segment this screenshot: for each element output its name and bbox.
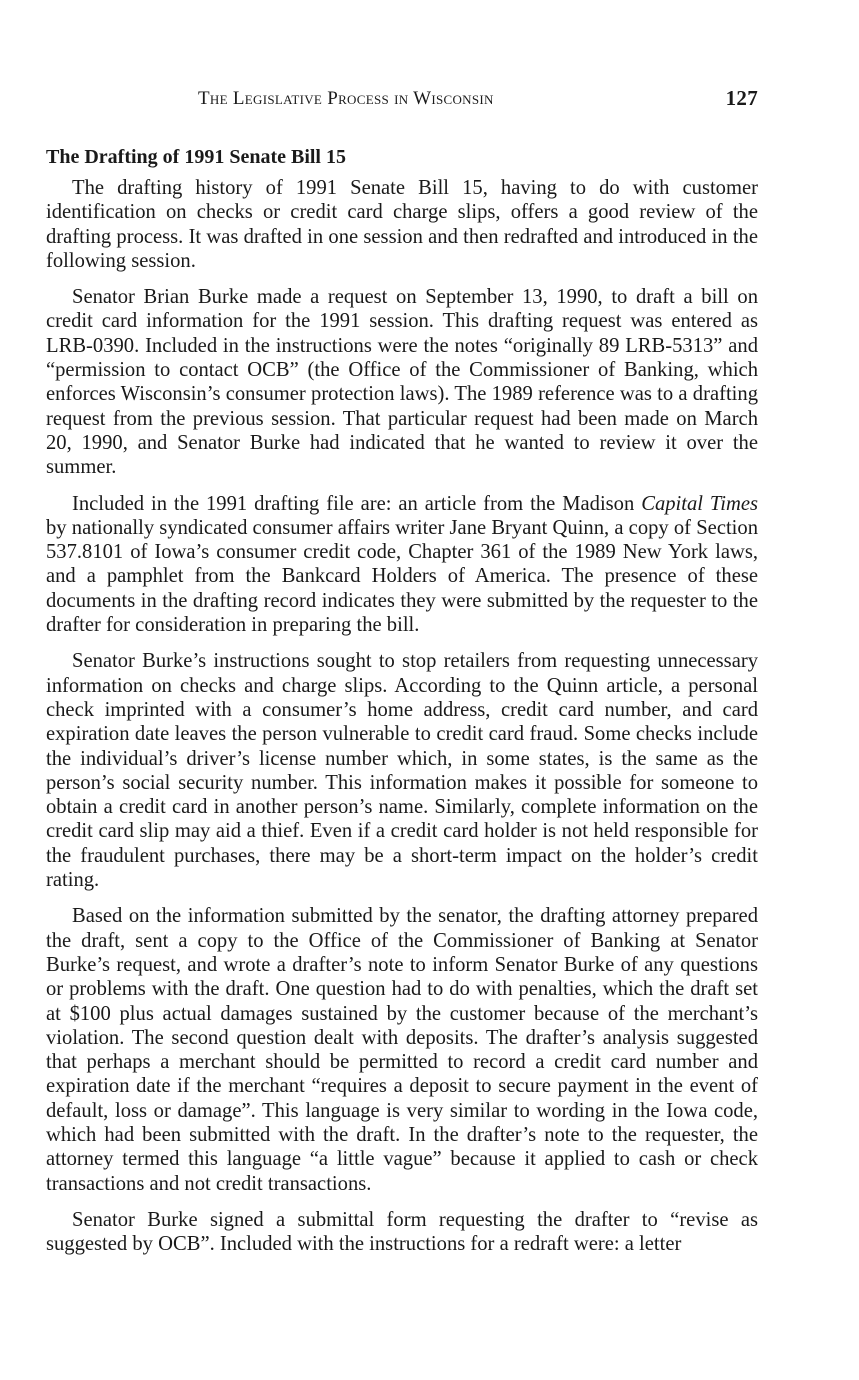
paragraph-2: Senator Brian Burke made a request on September 13, 1990, to draft a bill on credit card information for the 1991 session. This drafting request was entered as LRB-0390. Included in the instructions were the notes “originally 89 LRB-5313” and “permission to contact OCB” (the Office of the Commissioner of Banking, which enforces Wisconsin’s consumer protection laws). The 1989 reference was to a drafting request from the previous session. That particular request had been made on March 20, 1990, and Senator Burke had indicated that he wanted to review it over the summer. — [46, 286, 758, 479]
document-page — [46, 86, 758, 1268]
section-heading: The Drafting of 1991 Senate Bill 15 — [46, 146, 346, 168]
publication-title: Capital Times — [641, 492, 758, 515]
paragraph-3-text-end: by nationally syndicated consumer affairs writer Jane Bryant Quinn, a copy of Section 537.8101 of Iowa’s consumer credit code, Chapter 361 of the 1989 New York laws, and a pamphlet from the Bankcard Holders of America. The presence of these documents in the drafting record indicates they were submitted by the requester to the drafter for consideration in preparing the bill. — [46, 516, 758, 637]
page-number: 127 — [725, 86, 758, 110]
paragraph-4: Senator Burke’s instructions sought to stop retailers from requesting unnecessary information on checks and charge slips. According to the Quinn article, a personal check imprinted with a consumer’s home address, credit card number, and card expiration date leaves the person vulnerable to credit card fraud. Some checks include the individual’s driver’s license number which, in some states, is the same as the person’s social security number. This information makes it possible for someone to obtain a credit card in another person’s name. Similarly, complete information on the credit card slip may aid a thief. Even if a credit card holder is not held responsible for the fraudulent purchases, there may be a short-term impact on the holder’s credit rating. — [46, 650, 758, 892]
paragraph-5: Based on the information submitted by the senator, the drafting attorney prepared the draft, sent a copy to the Office of the Commissioner of Banking at Senator Burke’s request, and wrote a drafter’s note to inform Senator Burke of any questions or problems with the draft. One question had to do with penalties, which the draft set at $100 plus actual damages sustained by the customer because of the merchant’s violation. The second question dealt with deposits. The drafter’s analysis suggested that perhaps a merchant should be permitted to record a credit card number and expiration date if the merchant “requires a deposit to secure payment in the event of default, loss or damage”. This language is very similar to wording in the Iowa code, which had been submitted with the draft. In the drafter’s note to the requester, the attorney termed this language “a little vague” because it applied to cash or check transactions and not credit transactions. — [46, 905, 758, 1195]
paragraph-1: The drafting history of 1991 Senate Bill 15, having to do with customer identification on checks or credit card charge slips, offers a good review of the drafting process. It was drafted in one session and then redrafted and introduced in the following session. — [46, 177, 758, 272]
paragraph-6: Senator Burke signed a submittal form requesting the drafter to “revise as suggested by OCB”. Included with the instructions for a redraft were: a letter — [46, 1208, 758, 1256]
running-header — [46, 86, 758, 116]
paragraph-3 — [46, 492, 758, 638]
paragraph-3-text-start: Included in the 1991 drafting file are: an article from the Madison — [72, 492, 642, 515]
running-title: The Legislative Process in Wisconsin — [198, 88, 494, 109]
